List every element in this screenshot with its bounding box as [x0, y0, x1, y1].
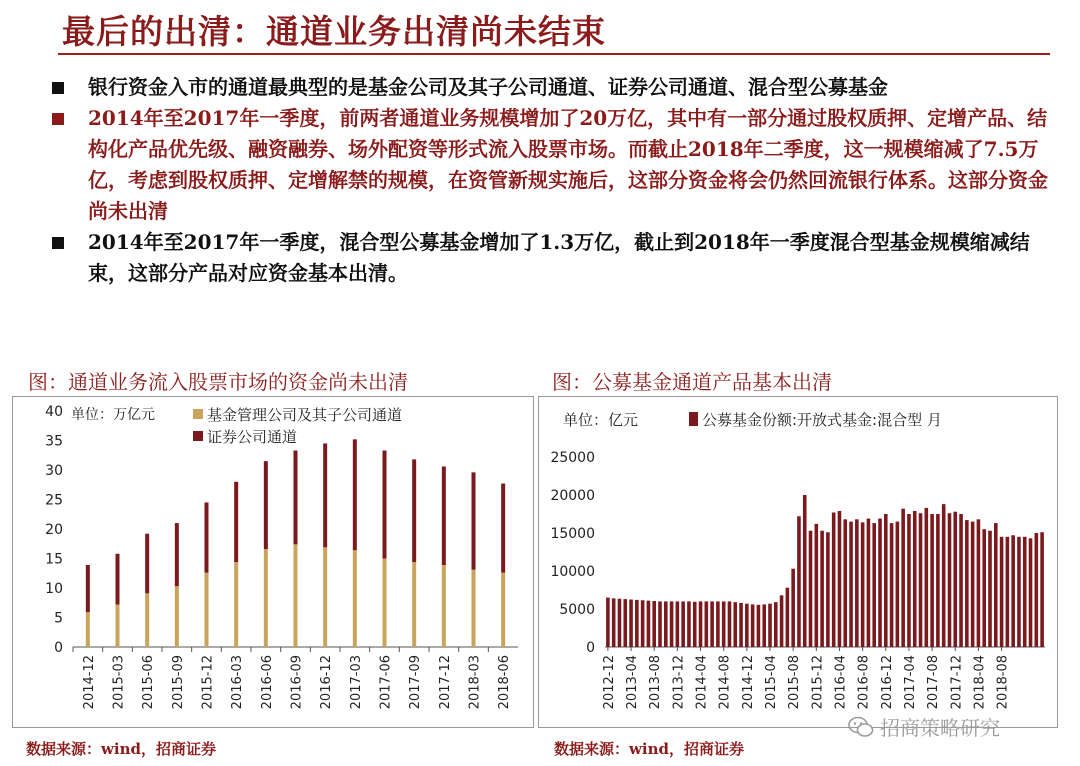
x-tick-label: 2017-03: [348, 655, 364, 710]
bar-mixed-fund: [820, 531, 824, 647]
bullet-square-icon: [52, 82, 64, 94]
left-stacked-bar-chart: [13, 397, 533, 727]
x-tick-label: 2017-12: [437, 655, 453, 710]
y-tick-label: 20: [45, 522, 63, 538]
x-tick-label: 2014-12: [81, 655, 97, 710]
x-tick-label: 2018-06: [497, 655, 513, 710]
bar-mixed-fund: [1017, 537, 1021, 647]
bar-mixed-fund: [693, 602, 697, 647]
bar-securities-channel: [412, 459, 416, 562]
bar-fund-channel: [323, 547, 327, 647]
bullet-list: [44, 72, 1054, 289]
bar-mixed-fund: [913, 511, 917, 647]
bar-fund-channel: [175, 586, 179, 647]
bar-mixed-fund: [855, 519, 859, 647]
bar-securities-channel: [264, 461, 268, 549]
y-tick-label: 30: [45, 463, 63, 479]
x-tick-label: 2017-06: [378, 655, 394, 710]
bar-securities-channel: [175, 523, 179, 586]
bar-fund-channel: [294, 544, 298, 647]
bar-mixed-fund: [757, 605, 761, 647]
bar-securities-channel: [442, 466, 446, 565]
legend-label: 证券公司通道: [207, 428, 298, 446]
bar-mixed-fund: [676, 601, 680, 647]
y-tick-label: 35: [45, 433, 63, 450]
x-tick-label: 2016-12: [319, 655, 335, 710]
bar-mixed-fund: [658, 601, 662, 647]
bar-mixed-fund: [953, 512, 957, 647]
x-tick-label: 2012-12: [601, 655, 617, 710]
bar-mixed-fund: [745, 604, 749, 647]
bar-mixed-fund: [733, 602, 737, 647]
bar-mixed-fund: [797, 516, 801, 647]
bar-fund-channel: [264, 549, 268, 647]
bar-securities-channel: [294, 451, 298, 545]
bar-fund-channel: [353, 550, 357, 647]
bar-mixed-fund: [1000, 537, 1004, 647]
bar-mixed-fund: [618, 599, 622, 647]
bar-securities-channel: [234, 482, 238, 562]
bar-mixed-fund: [838, 511, 842, 647]
y-tick-label: 20000: [550, 488, 595, 504]
bar-mixed-fund: [710, 601, 714, 647]
y-tick-label: 40: [45, 404, 63, 420]
bar-mixed-fund: [872, 523, 876, 647]
right-chart-frame: [538, 396, 1058, 728]
bullet-square-icon: [52, 113, 64, 125]
wechat-icon: [848, 716, 874, 738]
x-tick-label: 2017-08: [926, 655, 942, 710]
bar-mixed-fund: [832, 512, 836, 647]
bullet-square-icon: [52, 237, 64, 249]
y-tick-label: 15: [45, 551, 63, 568]
bar-mixed-fund: [1040, 532, 1044, 647]
bar-fund-channel: [145, 593, 149, 647]
right-chart-caption: 图：公募基金通道产品基本出清: [552, 370, 832, 394]
x-tick-label: 2018-03: [467, 655, 483, 710]
x-tick-label: 2018-04: [972, 655, 988, 710]
watermark-text: 招商策略研究: [880, 716, 1000, 740]
bar-mixed-fund: [762, 604, 766, 647]
unit-label: 单位：万亿元: [71, 407, 155, 423]
bullet-item-1: [44, 72, 1054, 103]
y-tick-label: 25: [45, 492, 63, 509]
bar-securities-channel: [145, 534, 149, 594]
bar-fund-channel: [501, 573, 505, 647]
bar-mixed-fund: [1029, 538, 1033, 647]
bullet-text: 2014年至2017年一季度，混合型公募基金增加了1.3万亿，截止到2018年一季度混合型基金规模缩减结束，这部分产品对应资金基本出清。: [88, 230, 1030, 285]
bar-mixed-fund: [681, 601, 685, 647]
x-tick-label: 2013-12: [671, 655, 687, 710]
bar-mixed-fund: [716, 601, 720, 647]
bar-mixed-fund: [988, 531, 992, 647]
bar-fund-channel: [86, 612, 90, 647]
x-tick-label: 2016-12: [879, 655, 895, 710]
bar-mixed-fund: [629, 600, 633, 648]
bar-fund-channel: [383, 559, 387, 648]
bar-mixed-fund: [826, 532, 830, 647]
x-tick-label: 2013-04: [625, 655, 641, 710]
x-tick-label: 2014-12: [740, 655, 756, 710]
x-tick-label: 2018-08: [995, 655, 1011, 710]
bar-mixed-fund: [948, 513, 952, 647]
x-tick-label: 2014-04: [694, 655, 710, 710]
bar-mixed-fund: [699, 601, 703, 647]
bar-mixed-fund: [907, 514, 911, 647]
bar-mixed-fund: [652, 601, 656, 647]
bar-securities-channel: [472, 472, 476, 569]
bar-mixed-fund: [809, 531, 813, 647]
right-bar-chart: [539, 397, 1057, 727]
y-tick-label: 25000: [550, 450, 595, 466]
right-chart-source: 数据来源：wind，招商证券: [554, 740, 745, 758]
legend-swatch: [689, 412, 698, 426]
bar-mixed-fund: [994, 523, 998, 647]
bar-mixed-fund: [843, 519, 847, 647]
x-tick-label: 2016-08: [856, 655, 872, 710]
x-tick-label: 2017-12: [949, 655, 965, 710]
bar-mixed-fund: [635, 600, 639, 647]
bar-mixed-fund: [623, 599, 627, 647]
bar-fund-channel: [234, 562, 238, 647]
bar-securities-channel: [383, 451, 387, 559]
bar-mixed-fund: [890, 523, 894, 647]
y-tick-label: 10000: [550, 564, 595, 580]
left-chart-caption: 图：通道业务流入股票市场的资金尚未出清: [28, 370, 408, 394]
legend-swatch: [193, 409, 203, 419]
bar-fund-channel: [442, 565, 446, 647]
bar-mixed-fund: [768, 604, 772, 647]
bar-mixed-fund: [780, 595, 784, 647]
x-tick-label: 2015-12: [810, 655, 826, 710]
x-tick-label: 2015-12: [200, 655, 216, 710]
bar-mixed-fund: [896, 522, 900, 647]
bar-mixed-fund: [815, 524, 819, 647]
y-tick-label: 5000: [559, 602, 595, 618]
bar-mixed-fund: [664, 601, 668, 647]
x-tick-label: 2016-04: [833, 655, 849, 710]
bar-securities-channel: [501, 484, 505, 573]
legend-label: 公募基金份额:开放式基金:混合型 月: [702, 411, 942, 429]
bar-securities-channel: [353, 439, 357, 550]
bar-mixed-fund: [705, 601, 709, 647]
bar-mixed-fund: [942, 504, 946, 647]
watermark: [848, 712, 1000, 741]
bar-mixed-fund: [1006, 537, 1010, 647]
y-tick-label: 5: [54, 610, 63, 627]
x-tick-label: 2015-06: [141, 655, 157, 710]
bar-mixed-fund: [728, 601, 732, 647]
bar-fund-channel: [116, 605, 120, 647]
left-chart-frame: [12, 396, 534, 728]
page-title: 最后的出清：通道业务出清尚未结束: [62, 12, 606, 51]
x-tick-label: 2015-03: [111, 655, 127, 710]
x-tick-label: 2015-09: [170, 655, 186, 710]
bar-mixed-fund: [803, 495, 807, 647]
bar-mixed-fund: [612, 598, 616, 647]
bullet-text: 银行资金入市的通道最典型的是基金公司及其子公司通道、证券公司通道、混合型公募基金: [88, 75, 888, 99]
bar-mixed-fund: [739, 603, 743, 647]
x-tick-label: 2015-04: [764, 655, 779, 710]
bar-mixed-fund: [959, 514, 963, 647]
x-tick-label: 2015-08: [787, 655, 803, 710]
x-tick-label: 2016-09: [289, 655, 305, 710]
bar-mixed-fund: [930, 514, 934, 647]
bar-mixed-fund: [1011, 535, 1015, 647]
bar-mixed-fund: [722, 601, 726, 647]
x-tick-label: 2016-06: [259, 655, 275, 710]
bar-mixed-fund: [606, 598, 610, 647]
bar-mixed-fund: [971, 522, 975, 647]
bar-fund-channel: [205, 573, 209, 647]
left-chart-source: 数据来源：wind，招商证券: [26, 740, 217, 758]
bar-mixed-fund: [791, 569, 795, 647]
x-tick-label: 2014-08: [717, 655, 733, 710]
bullet-text: 2014年至2017年一季度，前两者通道业务规模增加了20万亿，其中有一部分通过股权质押、定增产品、结构化产品优先级、融资融券、场外配资等形式流入股票市场。而截止2018年二季度，这一规模缩减了7.5万亿，考虑到股权质押、定增解禁的规模，在资管新规实施后，这部分资金将会仍然回流银行体系。这部分资金尚未出清: [88, 106, 1048, 223]
bar-mixed-fund: [687, 601, 691, 647]
bar-mixed-fund: [849, 522, 853, 647]
bullet-item-2: [44, 103, 1054, 227]
y-tick-label: 10: [45, 581, 63, 597]
bar-mixed-fund: [878, 519, 882, 647]
bar-mixed-fund: [977, 519, 981, 647]
bar-mixed-fund: [647, 601, 651, 647]
bar-mixed-fund: [1035, 533, 1039, 647]
bar-mixed-fund: [867, 519, 871, 647]
bar-mixed-fund: [925, 508, 929, 647]
bar-mixed-fund: [670, 601, 674, 647]
bar-fund-channel: [472, 570, 476, 647]
unit-label: 单位：亿元: [563, 411, 639, 429]
y-tick-label: 0: [54, 640, 63, 656]
bar-mixed-fund: [919, 513, 923, 647]
x-tick-label: 2016-03: [230, 655, 246, 710]
bar-mixed-fund: [861, 522, 865, 647]
bar-fund-channel: [412, 562, 416, 647]
bar-mixed-fund: [982, 529, 986, 647]
bar-mixed-fund: [965, 520, 969, 647]
bullet-item-3: [44, 227, 1054, 289]
bar-mixed-fund: [751, 604, 755, 647]
title-divider: [58, 53, 1050, 55]
bar-mixed-fund: [786, 588, 790, 647]
bar-securities-channel: [86, 565, 90, 612]
legend-swatch: [193, 431, 203, 441]
x-tick-label: 2013-08: [648, 655, 664, 710]
bar-mixed-fund: [1023, 537, 1027, 647]
bar-securities-channel: [205, 502, 209, 572]
y-tick-label: 15000: [550, 526, 595, 542]
legend-label: 基金管理公司及其子公司通道: [207, 406, 403, 424]
y-tick-label: 0: [586, 640, 595, 656]
bar-mixed-fund: [884, 514, 888, 647]
bar-mixed-fund: [901, 509, 905, 647]
bar-mixed-fund: [774, 602, 778, 647]
bar-securities-channel: [323, 443, 327, 547]
bar-mixed-fund: [936, 514, 940, 647]
bar-mixed-fund: [641, 600, 645, 647]
bar-securities-channel: [116, 554, 120, 605]
x-tick-label: 2017-09: [408, 655, 424, 710]
x-tick-label: 2017-04: [902, 655, 918, 710]
